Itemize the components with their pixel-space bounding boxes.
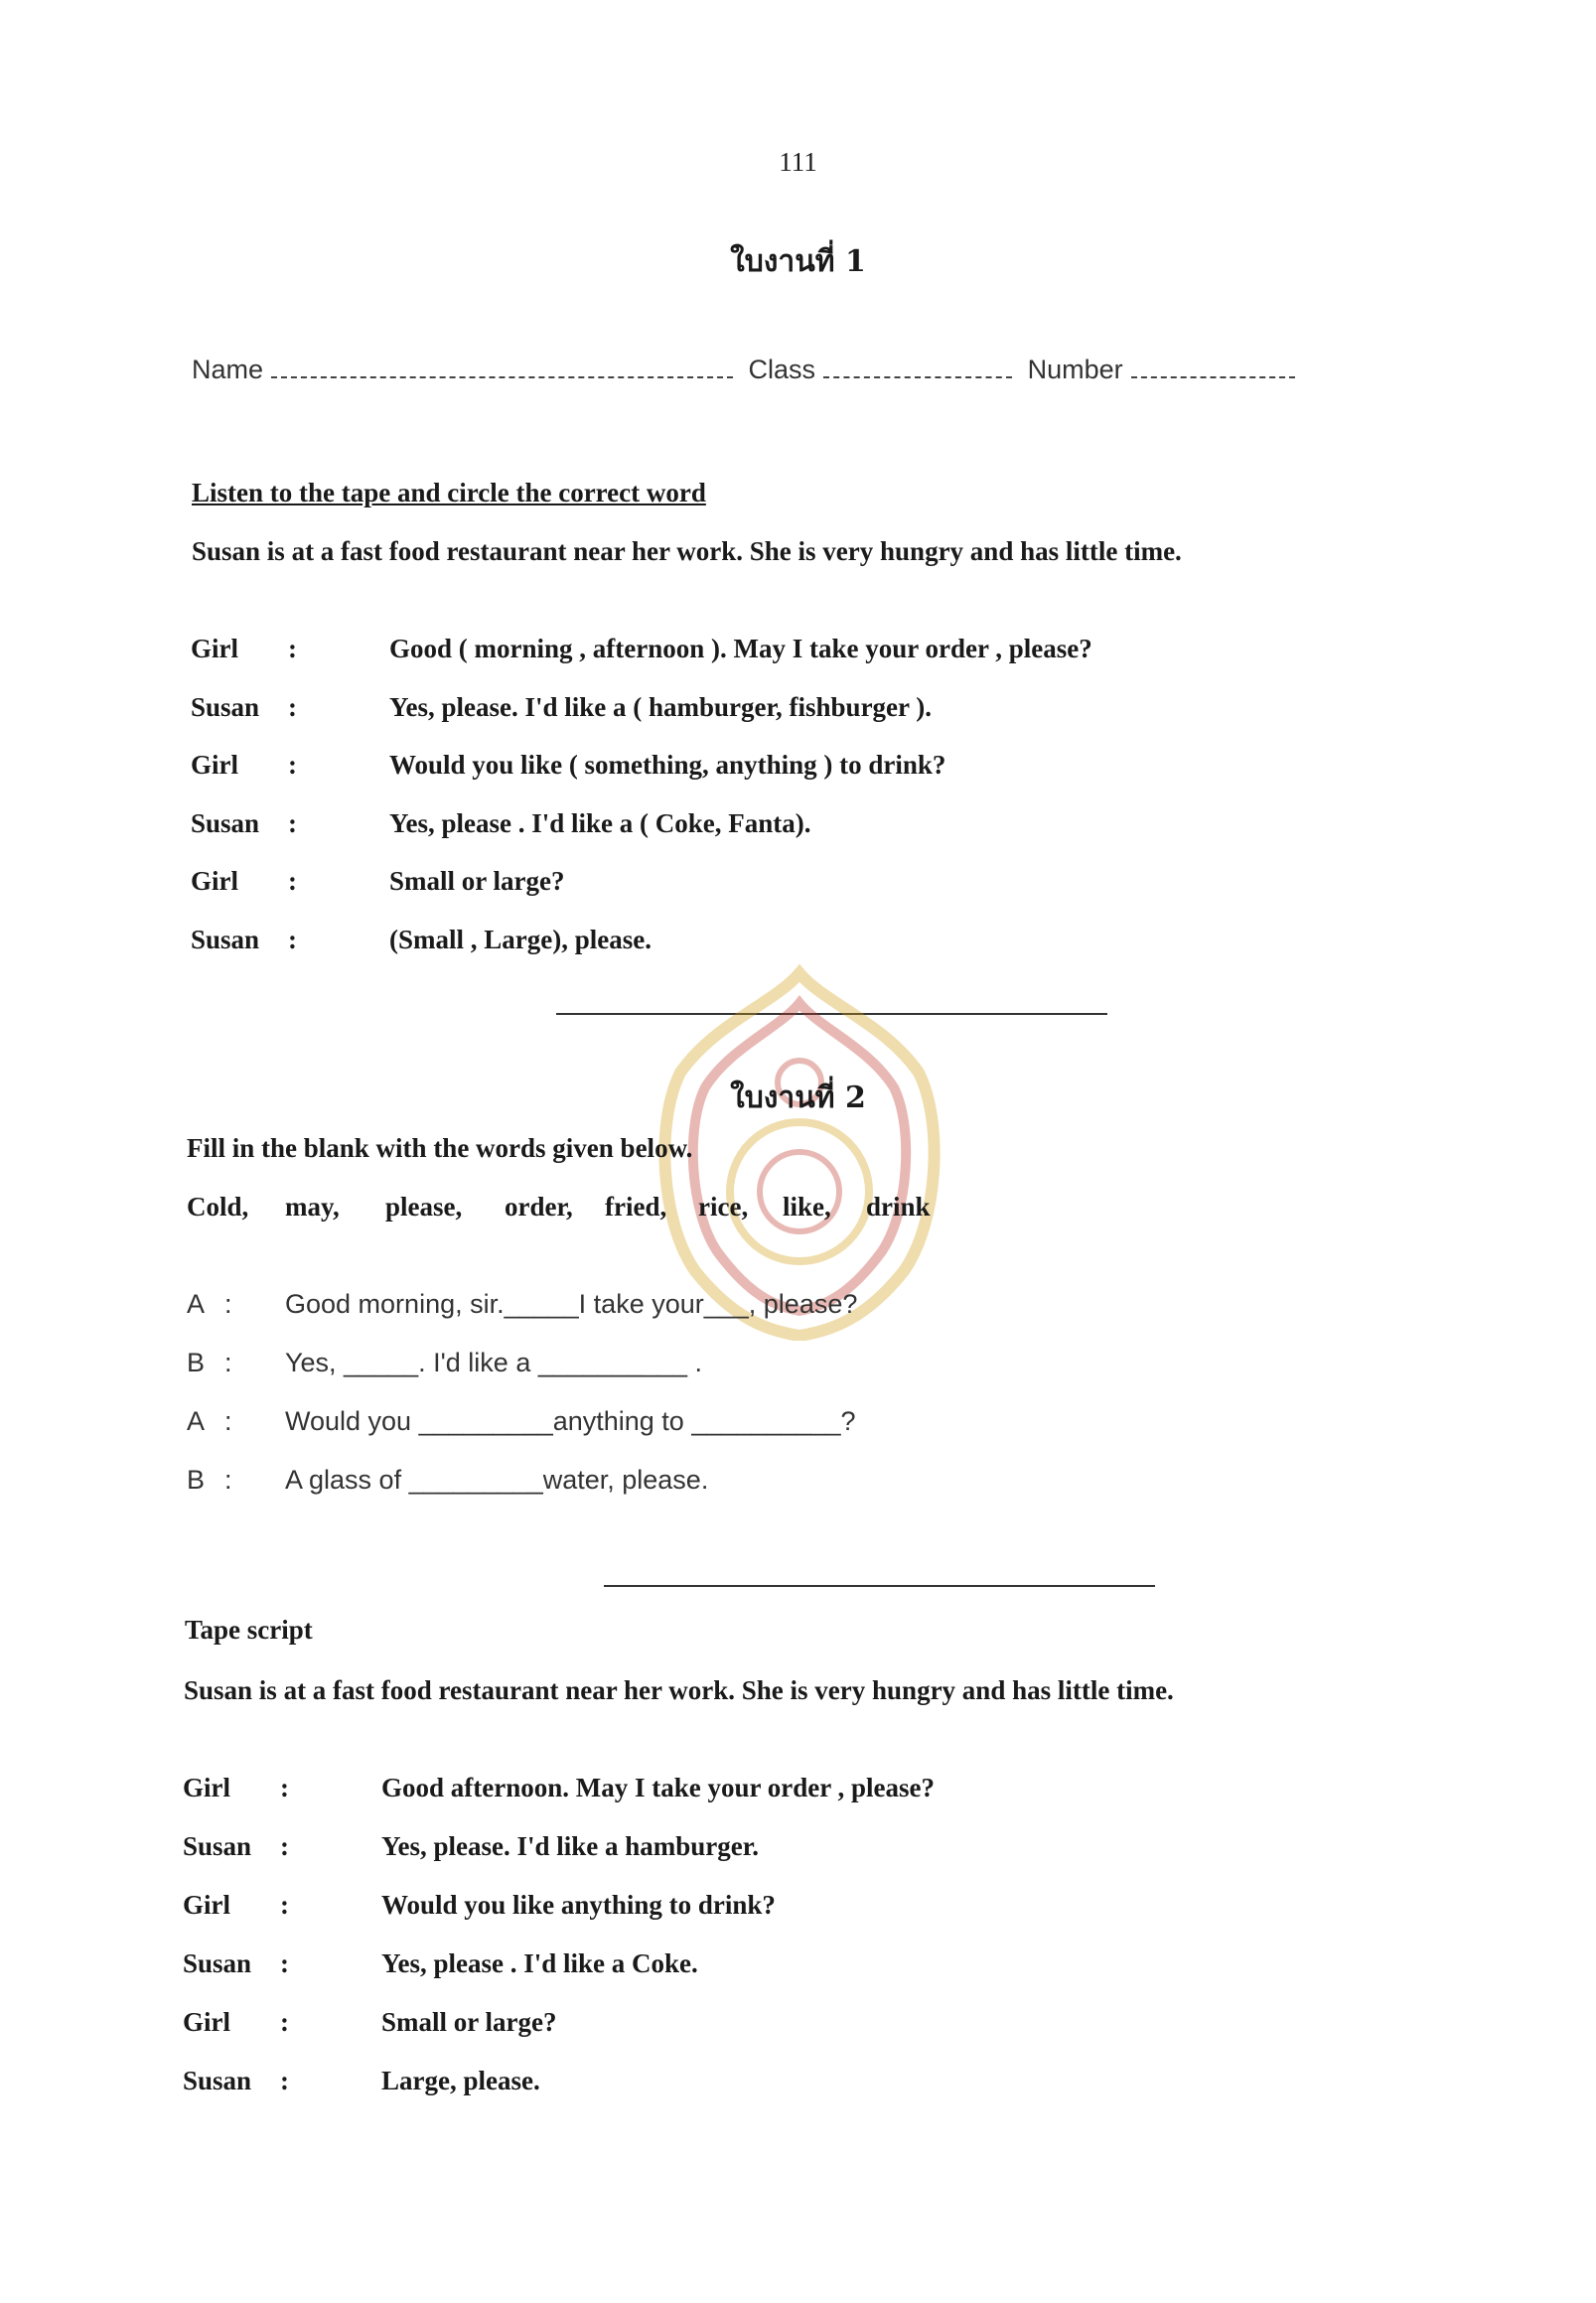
dialogue-speaker: Susan <box>191 691 260 722</box>
dialogue-speaker: B <box>187 1465 206 1495</box>
dialogue-line: Would you like anything to drink? <box>381 1890 776 1920</box>
dialogue-colon: : <box>224 1289 232 1319</box>
worksheet-1-instruction: Listen to the tape and circle the correct word <box>192 478 706 507</box>
student-info-form <box>192 355 1303 385</box>
dialogue-speaker: Girl <box>191 634 238 663</box>
dialogue-line: Yes, please . I'd like a Coke. <box>381 1948 698 1978</box>
dialogue-colon: : <box>288 750 297 780</box>
dialogue-colon: : <box>280 1831 289 1861</box>
name-label: Name <box>192 355 264 384</box>
dialogue-colon: : <box>280 1890 289 1920</box>
class-label: Class <box>748 355 816 384</box>
dialogue-line: Would you like ( something, anything ) to drink? <box>389 750 946 780</box>
section-divider-2 <box>604 1585 1155 1587</box>
word-bank-item: rice, <box>698 1192 749 1222</box>
dialogue-speaker: Susan <box>183 1948 252 1978</box>
dialogue-line: Would you _________anything to __________? <box>285 1406 856 1436</box>
dialogue-speaker: Susan <box>191 924 260 954</box>
dialogue-line: Small or large? <box>389 866 565 896</box>
word-bank-item: please, <box>385 1192 463 1222</box>
worksheet-2-title: ใบงานที่ 2 <box>730 1080 866 1115</box>
dialogue-colon: : <box>224 1465 232 1495</box>
dialogue-speaker: Girl <box>183 2007 230 2037</box>
tape-script-intro: Susan is at a fast food restaurant near her work. She is very hungry and has little time. <box>184 1675 1174 1705</box>
dialogue-colon: : <box>280 2066 289 2095</box>
dialogue-speaker: Girl <box>183 1773 230 1802</box>
name-blank <box>271 355 733 378</box>
dialogue-colon: : <box>288 807 297 838</box>
word-bank-item: fried, <box>605 1192 667 1222</box>
dialogue-line: Small or large? <box>381 2007 557 2037</box>
dialogue-speaker: Susan <box>183 2066 252 2095</box>
dialogue-line: Yes, please. I'd like a hamburger. <box>381 1831 760 1861</box>
worksheet-2-instruction: Fill in the blank with the words given below. <box>187 1133 693 1163</box>
dialogue-line: Good afternoon. May I take your order , please? <box>381 1773 935 1802</box>
dialogue-colon: : <box>288 866 297 896</box>
dialogue-line: (Small , Large), please. <box>389 924 652 954</box>
dialogue-colon: : <box>280 2007 289 2037</box>
dialogue-line: Good morning, sir._____I take your___, please? <box>285 1289 858 1319</box>
dialogue-colon: : <box>288 691 297 722</box>
dialogue-speaker: A <box>187 1289 206 1319</box>
dialogue-speaker: Girl <box>183 1890 230 1920</box>
dialogue-line: Yes, please. I'd like a ( hamburger, fishburger ). <box>389 691 933 722</box>
word-bank-item: Cold, <box>187 1192 249 1222</box>
dialogue-colon: : <box>288 634 297 663</box>
dialogue-speaker: B <box>187 1348 206 1377</box>
word-bank-item: order, <box>505 1192 573 1222</box>
worksheet-1-intro: Susan is at a fast food restaurant near her work. She is very hungry and has little time. <box>192 536 1182 566</box>
dialogue-colon: : <box>224 1348 232 1377</box>
dialogue-colon: : <box>280 1773 289 1802</box>
class-blank <box>823 355 1012 378</box>
dialogue-speaker: Susan <box>191 807 260 838</box>
dialogue-line: Large, please. <box>381 2066 540 2095</box>
word-bank-item: drink <box>866 1192 931 1222</box>
dialogue-speaker: Girl <box>191 750 238 780</box>
tape-script-heading: Tape script <box>185 1615 313 1645</box>
word-bank-item: like, <box>783 1192 831 1222</box>
number-label: Number <box>1027 355 1123 384</box>
worksheet-1-title: ใบงานที่ 1 <box>730 244 866 279</box>
page-number: 111 <box>779 147 817 177</box>
dialogue-colon: : <box>280 1948 289 1978</box>
school-seal-watermark <box>655 963 943 1341</box>
dialogue-line: Yes, _____. I'd like a __________ . <box>285 1348 703 1377</box>
number-blank <box>1131 355 1295 378</box>
dialogue-speaker: A <box>187 1406 206 1436</box>
dialogue-line: Good ( morning , afternoon ). May I take your order , please? <box>389 634 1092 663</box>
dialogue-speaker: Girl <box>191 866 238 896</box>
dialogue-colon: : <box>288 924 297 954</box>
dialogue-line: Yes, please . I'd like a ( Coke, Fanta). <box>389 807 811 838</box>
dialogue-line: A glass of _________water, please. <box>285 1465 709 1495</box>
word-bank-item: may, <box>285 1192 340 1222</box>
dialogue-colon: : <box>224 1406 232 1436</box>
dialogue-speaker: Susan <box>183 1831 252 1861</box>
